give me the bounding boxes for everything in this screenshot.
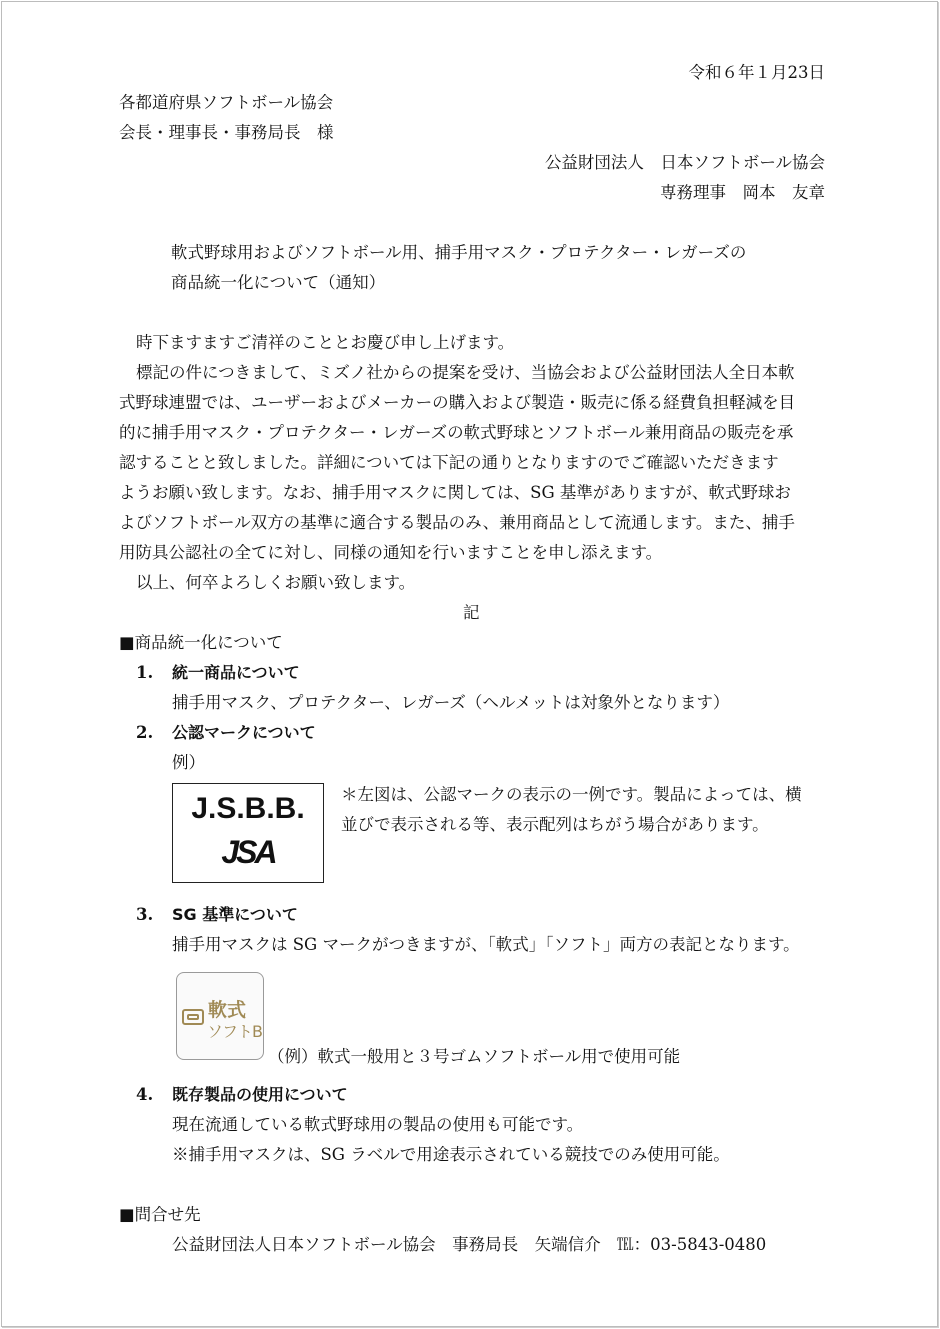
recipient-titles: 会長・理事長・事務局長 様 <box>119 123 334 142</box>
sg-caption: （例）軟式一般用と３号ゴムソフトボール用で使用可能 <box>268 1047 681 1066</box>
body-line: 式野球連盟では、ユーザーおよびメーカーの購入および製造・販売に係る経費負担軽減を目 <box>119 393 796 412</box>
example-label: 例） <box>172 753 205 772</box>
item-number: 3. <box>136 905 154 924</box>
item-number: 2. <box>136 723 154 742</box>
contact-heading: ■問合せ先 <box>119 1205 201 1224</box>
item-note: ※捕手用マスクは、SG ラベルで用途表示されている競技でのみ使用可能。 <box>172 1145 730 1164</box>
body-line: ようお願い致します。なお、捕手用マスクに関しては、SG 基準がありますが、軟式野球お <box>119 483 791 502</box>
jsbb-logo-text: J.S.B.B. <box>191 792 305 825</box>
body-line: 用防具公認社の全てに対し、同様の通知を行いますことを申し添えます。 <box>119 543 663 562</box>
item-number: 4. <box>136 1085 154 1104</box>
mark-note-line-1: ＊左図は、公認マークの表示の一例です。製品によっては、横 <box>341 785 802 804</box>
item-text: 現在流通している軟式野球用の製品の使用も可能です。 <box>172 1115 584 1134</box>
item-number: 1. <box>136 663 154 682</box>
body-line: 的に捕手用マスク・プロテクター・レガーズの軟式野球とソフトボール兼用商品の販売を承 <box>119 423 794 442</box>
body-line: 認することと致しました。詳細については下記の通りとなりますのでご確認いただきます <box>119 453 779 472</box>
item-title: 公認マークについて <box>172 723 316 742</box>
sg-s-icon <box>182 1009 204 1025</box>
body-line: よびソフトボール双方の基準に適合する製品のみ、兼用商品として流通します。また、捕手 <box>119 513 795 532</box>
recipient-org: 各都道府県ソフトボール協会 <box>119 93 334 112</box>
item-text: 捕手用マスクは SG マークがつきますが、「軟式」「ソフト」両方の表記となります。 <box>172 935 800 954</box>
document-date: 令和６年１月23日 <box>688 63 825 82</box>
jsa-logo-icon: JSA <box>221 834 275 870</box>
subject-line-1: 軟式野球用およびソフトボール用、捕手用マスク・プロテクター・レガーズの <box>171 243 747 262</box>
sender-name: 専務理事 岡本 友章 <box>660 183 825 202</box>
ki-marker: 記 <box>463 603 480 622</box>
item-title: SG 基準について <box>172 905 298 924</box>
document-page <box>1 1 938 1327</box>
jsbb-approval-mark <box>172 783 324 883</box>
section-heading: ■商品統一化について <box>119 633 283 652</box>
item-title: 既存製品の使用について <box>172 1085 348 1104</box>
sender-org: 公益財団法人 日本ソフトボール協会 <box>544 153 825 172</box>
sg-label-image <box>176 972 264 1060</box>
sg-label-line-1: 軟式 <box>208 999 247 1021</box>
sg-label-line-2: ソフトB <box>207 1022 262 1041</box>
greeting: 時下ますますご清祥のこととお慶び申し上げます。 <box>136 333 515 352</box>
closing: 以上、何卒よろしくお願い致します。 <box>136 573 416 592</box>
contact-info: 公益財団法人日本ソフトボール協会 事務局長 矢端信介 ℡：03-5843-0480 <box>172 1235 767 1254</box>
item-text: 捕手用マスク、プロテクター、レガーズ（ヘルメットは対象外となります） <box>172 693 730 712</box>
mark-note-line-2: 並びで表示される等、表示配列はちがう場合があります。 <box>341 815 769 834</box>
body-line: 標記の件につきまして、ミズノ社からの提案を受け、当協会および公益財団法人全日本軟 <box>136 363 795 382</box>
subject-line-2: 商品統一化について（通知） <box>171 273 386 292</box>
item-title: 統一商品について <box>172 663 300 682</box>
